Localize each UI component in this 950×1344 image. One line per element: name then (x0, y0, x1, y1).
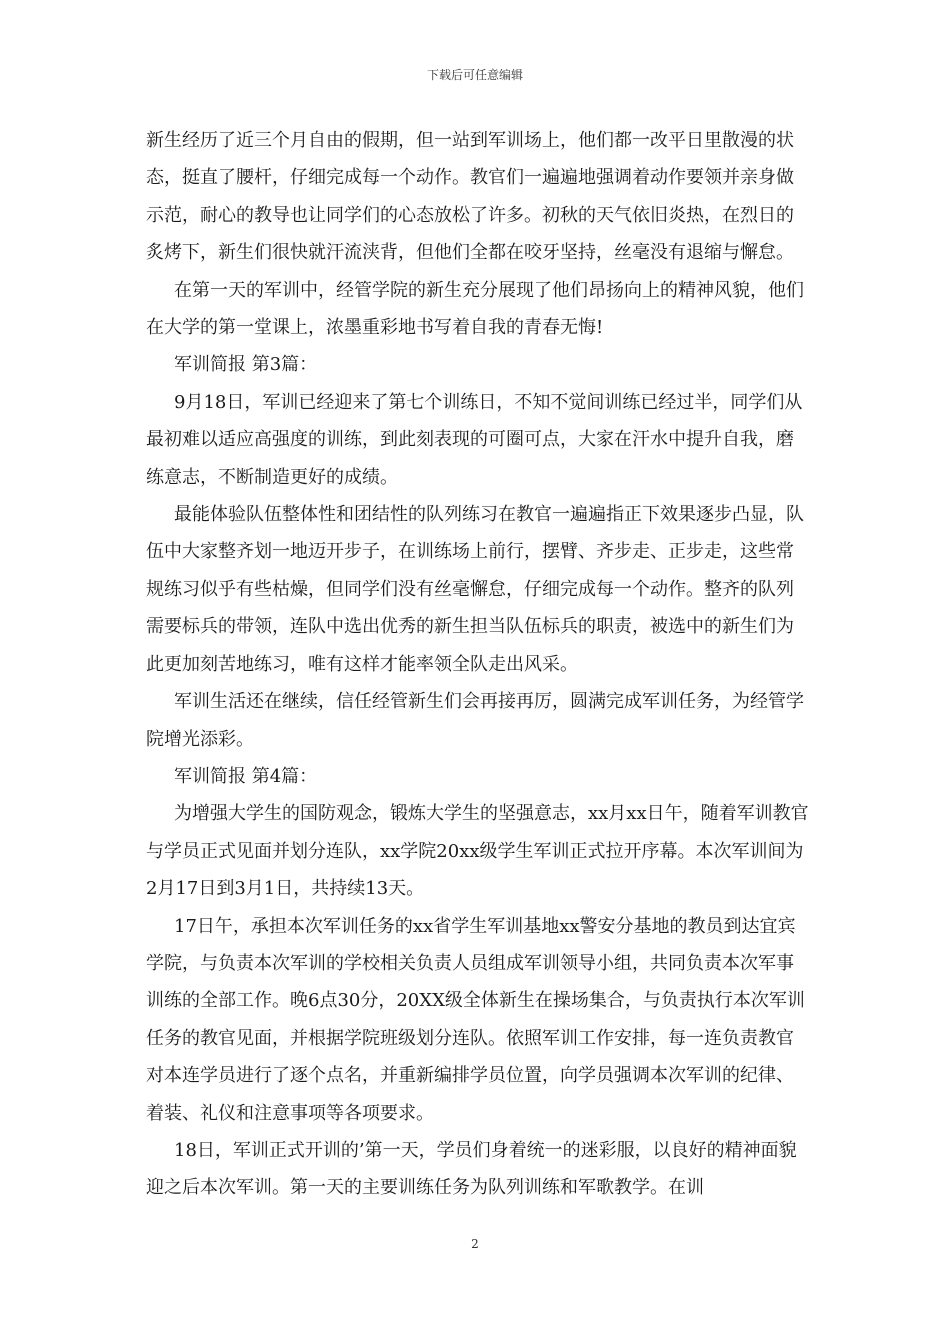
paragraph: 为增强大学生的国防观念，锻炼大学生的坚强意志，xx月xx日午，随着军训教官与学员正式见面并划分连队，xx学院20xx级学生军训正式拉开序幕。本次军训间为2月17日到3月1日，共持续13天。 (146, 803, 809, 900)
section-heading: 军训简报 第3篇： (174, 354, 318, 376)
document-body (146, 122, 810, 1207)
paragraph: 军训生活还在继续，信任经管新生们会再接再厉，圆满完成军训任务，为经管学院增光添彩。 (146, 691, 804, 750)
page-header: 下载后可任意编辑 (426, 68, 523, 82)
section-heading: 军训简报 第4篇： (174, 765, 318, 787)
paragraph: 新生经历了近三个月自由的假期，但一站到军训场上，他们都一改平日里散漫的状态，挺直了腰杆，仔细完成每一个动作。教官们一遍遍地强调着动作要领并亲身做示范，耐心的教导也让同学们的心态放松了许多。初秋的天气依旧炎热，在烈日的炙烤下，新生们很快就汗流浃背，但他们全都在咬牙坚持，丝毫没有退缩与懈怠。 (146, 130, 794, 264)
page-number: 2 (471, 1237, 479, 1251)
paragraph: 最能体验队伍整体性和团结性的队列练习在教官一遍遍指正下效果逐步凸显，队伍中大家整齐划一地迈开步子，在训练场上前行，摆臂、齐步走、正步走，这些常规练习似乎有些枯燥，但同学们没有丝毫懈怠，仔细完成每一个动作。整齐的队列需要标兵的带领，连队中选出优秀的新生担当队伍标兵的职责，被选中的新生们为此更加刻苦地练习，唯有这样才能率领全队走出风采。 (146, 504, 804, 675)
paragraph: 17日午，承担本次军训任务的xx省学生军训基地xx警安分基地的教员到达宜宾学院，与负责本次军训的学校相关负责人员组成军训领导小组，共同负责本次军事训练的全部工作。晚6点30分，20XX级全体新生在操场集合，与负责执行本次军训任务的教官见面，并根据学院班级划分连队。依照军训工作安排，每一连负责教官对本连学员进行了逐个点名，并重新编排学员位置，向学员强调本次军训的纪律、着装、礼仪和注意事项等各项要求。 (146, 915, 805, 1124)
paragraph: 在第一天的军训中，经管学院的新生充分展现了他们昂扬向上的精神风貌，他们在大学的第一堂课上，浓墨重彩地书写着自我的青春无悔! (146, 279, 804, 339)
paragraph: 9月18日，军训已经迎来了第七个训练日，不知不觉间训练已经过半，同学们从最初难以适应高强度的训练，到此刻表现的可圈可点，大家在汗水中提升自我，磨练意志，不断制造更好的成绩。 (146, 391, 803, 488)
paragraph: 18日，军训正式开训的’第一天，学员们身着统一的迷彩服，以良好的精神面貌迎之后本次军训。第一天的主要训练任务为队列训练和军歌教学。在训 (146, 1139, 797, 1199)
